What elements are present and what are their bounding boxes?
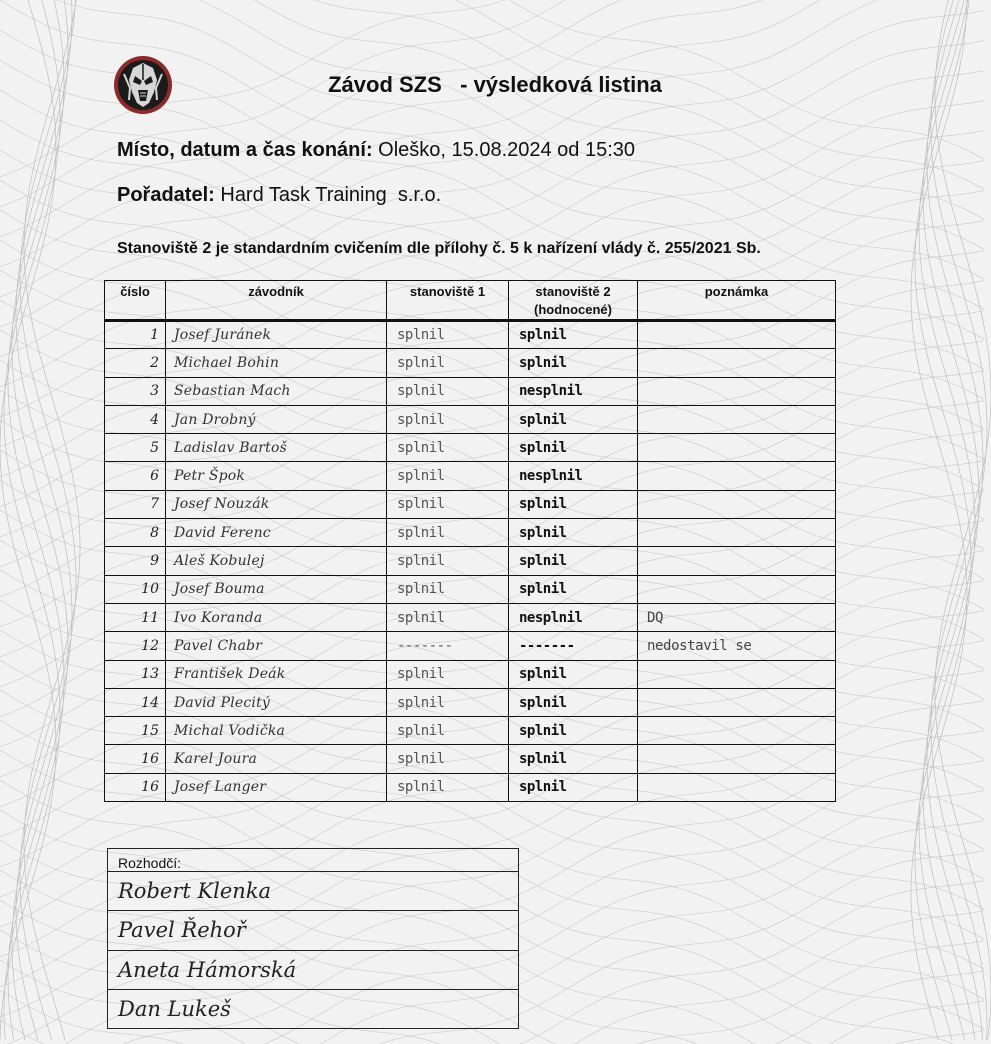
cell-station-2: splnil <box>509 688 638 716</box>
cell-competitor: František Deák <box>166 660 387 688</box>
cell-note <box>638 377 836 405</box>
cell-station-2: nesplnil <box>509 377 638 405</box>
table-row <box>105 717 836 745</box>
cell-note <box>638 717 836 745</box>
table-row <box>105 377 836 405</box>
cell-note <box>638 660 836 688</box>
cell-number: 10 <box>105 575 166 603</box>
judge-signature: Pavel Řehoř <box>108 911 519 950</box>
place-label: Místo, datum a čas konání: <box>117 139 373 161</box>
cell-note: DQ <box>638 603 836 631</box>
table-row <box>105 632 836 660</box>
organizer <box>117 184 441 207</box>
cell-competitor: Sebastian Mach <box>166 377 387 405</box>
cell-station-1: splnil <box>387 575 509 603</box>
cell-competitor: Pavel Chabr <box>166 632 387 660</box>
cell-number: 16 <box>105 773 166 801</box>
cell-note <box>638 773 836 801</box>
place-date-time <box>117 139 635 162</box>
judge-row <box>108 872 519 911</box>
cell-competitor: Michal Vodička <box>166 717 387 745</box>
cell-station-1: splnil <box>387 321 509 349</box>
table-row <box>105 547 836 575</box>
column-header-station-2: stanoviště 2 (hodnocené) <box>509 281 638 321</box>
cell-station-1: splnil <box>387 490 509 518</box>
column-header-competitor: závodník <box>166 281 387 321</box>
cell-number: 4 <box>105 405 166 433</box>
cell-station-2: splnil <box>509 321 638 349</box>
cell-station-2: splnil <box>509 773 638 801</box>
judges-header-row <box>108 849 519 872</box>
cell-competitor: Ivo Koranda <box>166 603 387 631</box>
cell-station-1: splnil <box>387 462 509 490</box>
cell-number: 11 <box>105 603 166 631</box>
table-row <box>105 321 836 349</box>
cell-competitor: David Plecitý <box>166 688 387 716</box>
cell-note <box>638 688 836 716</box>
judge-row <box>108 911 519 950</box>
regulation-note: Stanoviště 2 je standardním cvičením dle přílohy č. 5 k nařízení vlády č. 255/2021 Sb. <box>117 240 761 257</box>
cell-note <box>638 575 836 603</box>
cell-number: 15 <box>105 717 166 745</box>
cell-station-2: splnil <box>509 519 638 547</box>
page-title: Závod SZS - výsledková listina <box>328 72 662 97</box>
cell-number: 2 <box>105 349 166 377</box>
cell-station-2: splnil <box>509 717 638 745</box>
table-row <box>105 660 836 688</box>
cell-station-1: splnil <box>387 773 509 801</box>
cell-competitor: Josef Juránek <box>166 321 387 349</box>
cell-station-1: splnil <box>387 603 509 631</box>
cell-number: 1 <box>105 321 166 349</box>
cell-station-2: splnil <box>509 349 638 377</box>
cell-station-2: nesplnil <box>509 462 638 490</box>
cell-station-1: splnil <box>387 405 509 433</box>
cell-competitor: Ladislav Bartoš <box>166 434 387 462</box>
cell-number: 16 <box>105 745 166 773</box>
table-row <box>105 688 836 716</box>
cell-station-2: splnil <box>509 575 638 603</box>
column-header-note: poznámka <box>638 281 836 321</box>
cell-competitor: David Ferenc <box>166 519 387 547</box>
cell-station-1: splnil <box>387 660 509 688</box>
cell-station-2: splnil <box>509 547 638 575</box>
cell-note <box>638 462 836 490</box>
cell-station-1: ------- <box>387 632 509 660</box>
cell-station-1: splnil <box>387 745 509 773</box>
column-header-number: číslo <box>105 281 166 321</box>
cell-station-2: ------- <box>509 632 638 660</box>
cell-number: 13 <box>105 660 166 688</box>
cell-station-1: splnil <box>387 377 509 405</box>
judges-table <box>107 848 519 1029</box>
cell-competitor: Karel Joura <box>166 745 387 773</box>
cell-number: 5 <box>105 434 166 462</box>
cell-number: 7 <box>105 490 166 518</box>
cell-number: 12 <box>105 632 166 660</box>
cell-station-2: splnil <box>509 490 638 518</box>
cell-station-2: splnil <box>509 660 638 688</box>
judges-label: Rozhodčí: <box>108 849 519 872</box>
table-row <box>105 603 836 631</box>
predator-mask-icon <box>112 54 174 116</box>
place-value: Oleško, 15.08.2024 od 15:30 <box>372 139 636 161</box>
judge-row <box>108 989 519 1028</box>
cell-note <box>638 547 836 575</box>
cell-note: nedostavil se <box>638 632 836 660</box>
table-row <box>105 405 836 433</box>
cell-competitor: Josef Bouma <box>166 575 387 603</box>
cell-number: 9 <box>105 547 166 575</box>
cell-station-1: splnil <box>387 547 509 575</box>
cell-station-2: nesplnil <box>509 603 638 631</box>
table-row <box>105 773 836 801</box>
judge-signature: Aneta Hámorská <box>108 950 519 989</box>
cell-number: 6 <box>105 462 166 490</box>
cell-station-1: splnil <box>387 717 509 745</box>
cell-station-2: splnil <box>509 405 638 433</box>
cell-competitor: Josef Langer <box>166 773 387 801</box>
judge-signature: Dan Lukeš <box>108 989 519 1028</box>
cell-number: 14 <box>105 688 166 716</box>
judge-row <box>108 950 519 989</box>
cell-competitor: Michael Bohin <box>166 349 387 377</box>
table-row <box>105 490 836 518</box>
cell-competitor: Petr Špok <box>166 462 387 490</box>
cell-station-1: splnil <box>387 434 509 462</box>
cell-note <box>638 349 836 377</box>
cell-number: 8 <box>105 519 166 547</box>
cell-note <box>638 745 836 773</box>
cell-note <box>638 519 836 547</box>
cell-station-2: splnil <box>509 434 638 462</box>
cell-competitor: Jan Drobný <box>166 405 387 433</box>
cell-competitor: Aleš Kobulej <box>166 547 387 575</box>
cell-station-1: splnil <box>387 519 509 547</box>
cell-number: 3 <box>105 377 166 405</box>
cell-note <box>638 434 836 462</box>
table-row <box>105 575 836 603</box>
organizer-value: Hard Task Training s.r.o. <box>214 184 442 206</box>
cell-note <box>638 405 836 433</box>
table-row <box>105 745 836 773</box>
cell-station-2: splnil <box>509 745 638 773</box>
judge-signature: Robert Klenka <box>108 872 519 911</box>
table-row <box>105 434 836 462</box>
cell-competitor: Josef Nouzák <box>166 490 387 518</box>
table-row <box>105 349 836 377</box>
table-header-row <box>105 281 836 321</box>
organizer-label: Pořadatel: <box>117 184 215 206</box>
cell-note <box>638 321 836 349</box>
cell-note <box>638 490 836 518</box>
table-row <box>105 462 836 490</box>
table-row <box>105 519 836 547</box>
cell-station-1: splnil <box>387 349 509 377</box>
column-header-station-1: stanoviště 1 <box>387 281 509 321</box>
cell-station-1: splnil <box>387 688 509 716</box>
results-table <box>104 280 836 802</box>
